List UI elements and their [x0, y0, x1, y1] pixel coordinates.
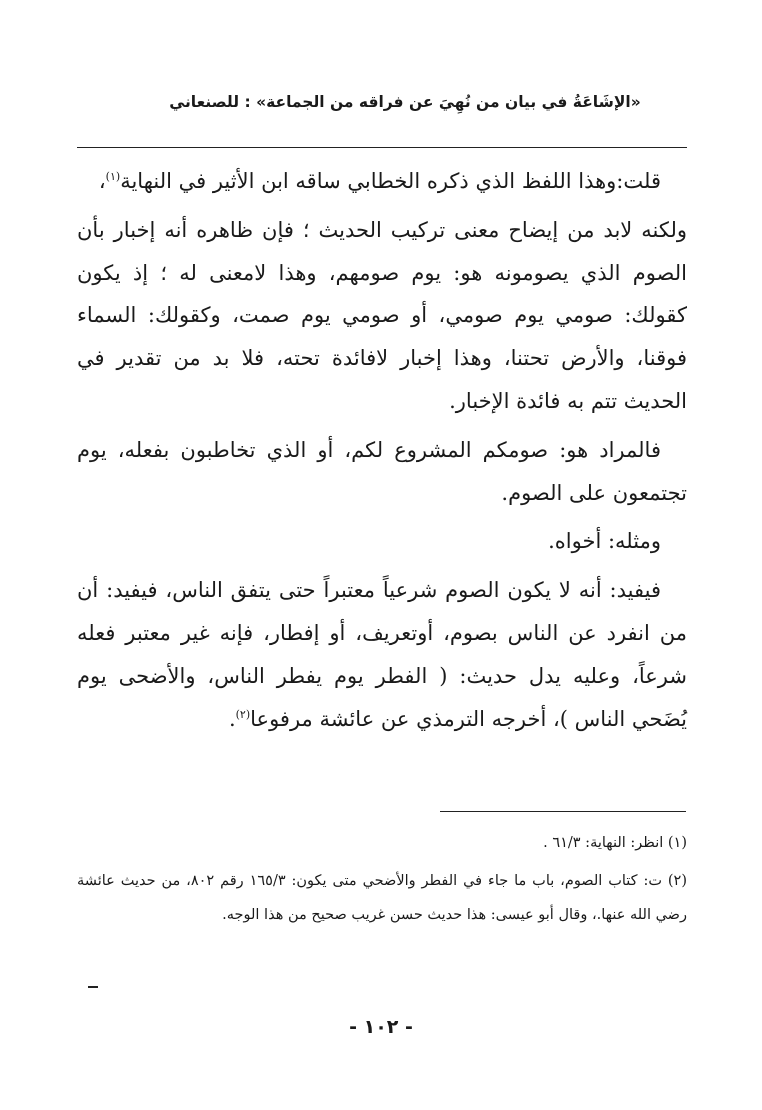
paragraph-5-text: فيفيد: أنه لا يكون الصوم شرعياً معتبراً حتى يتفق الناس، فيفيد: أن من انفرد عن الناس بصوم، أوتعريف، أو إفطار، فإنه غير معتبر فعله شرعاً، وعليه يدل حديث: ( الفطر يوم يفطر الناس، والأضحى يوم يُضَحي الناس )، أخرجه الترمذي عن عائشة مرفوعا [77, 578, 687, 731]
paragraph-5 [77, 569, 687, 740]
paragraph-1 [77, 160, 687, 203]
footnote-divider [440, 811, 686, 812]
paragraph-1-text: قلت:وهذا اللفظ الذي ذكره الخطابي ساقه ابن الأثير في النهاية [120, 169, 661, 193]
paragraph-3: فالمراد هو: صومكم المشروع لكم، أو الذي تخاطبون بفعله، يوم تجتمعون على الصوم. [77, 437, 687, 505]
footnote-ref-2: (٢) [235, 707, 251, 721]
paragraph-1-tail: ، [98, 169, 106, 193]
footnote-ref-1: (١) [105, 170, 121, 183]
main-text [77, 160, 687, 746]
running-header: «الإشَاعَةُ في بيان من نُهِيَ عن فراقه من الجماعة» : للصنعاني [169, 93, 641, 111]
header-divider [77, 147, 687, 148]
margin-dash-mark [88, 986, 98, 988]
paragraph-5-tail: . [228, 706, 236, 731]
paragraph-4: ومثله: أخواه. [548, 529, 661, 554]
footnotes [77, 826, 687, 936]
footnote-1: (١) انظر: النهاية: ٦١/٣ . [543, 835, 687, 851]
paragraph-2: ولكنه لابد من إيضاح معنى تركيب الحديث ؛ فإن ظاهره أنه إخبار بأن الصوم الذي يصومونه هو: يوم صومهم، وهذا لامعنى له ؛ إذ يكون كقولك: صومي يوم صومي، أو صومي يوم صمت، وكقولك: السماء فوقنا، والأرض تحتنا، وهذا إخبار لافائدة تحته، فلا بد من تقدير في الحديث تتم به فائدة الإخبار. [77, 217, 687, 413]
footnote-2: (٢) ت: كتاب الصوم، باب ما جاء في الفطر والأضحي متى يكون: ١٦٥/٣ رقم ٨٠٢، من حديث عائشة رضي الله عنها.، وقال أبو عيسى: هذا حديث حسن غريب صحيح من هذا الوجه. [77, 873, 688, 923]
page-number: - ١٠٢ - [349, 1016, 413, 1038]
